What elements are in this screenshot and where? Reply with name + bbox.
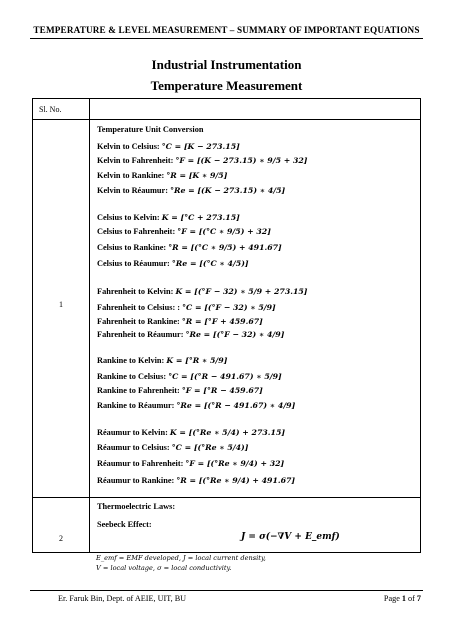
celsius-to-reaumur: Celsius to Réaumur: °Re = [(°C ∗ 4/5)] — [97, 259, 249, 268]
row-1-content — [97, 99, 416, 497]
celsius-to-fahrenheit: Celsius to Fahrenheit: °F = [(°C ∗ 9/5) + 32] — [97, 227, 271, 236]
document-subtitle: Temperature Measurement — [150, 78, 303, 93]
row-1-heading: Temperature Unit Conversion — [97, 125, 204, 134]
footer-author: Er. Faruk Bin, Dept. of AEIE, UIT, BU — [58, 594, 187, 603]
seebeck-note-1: E_emf = EMF developed, J = local current density, — [96, 554, 266, 562]
row-2-number: 2 — [59, 534, 63, 543]
reaumur-to-fahrenheit: Réaumur to Fahrenheit: °F = [(°Re ∗ 9/4) + 32] — [97, 459, 285, 468]
row-2-heading: Thermoelectric Laws: — [97, 502, 176, 511]
rankine-to-celsius: Rankine to Celsius: °C = [(°R − 491.67) ∗ 5/9] — [97, 372, 282, 381]
seebeck-label: Seebeck Effect: — [97, 520, 152, 529]
kelvin-to-rankine: Kelvin to Rankine: °R = [K ∗ 9/5] — [97, 171, 228, 180]
equations-table — [32, 98, 421, 553]
running-header: TEMPERATURE & LEVEL MEASUREMENT – SUMMARY OF IMPORTANT EQUATIONS — [33, 25, 420, 35]
kelvin-to-fahrenheit: Kelvin to Fahrenheit: °F = [(K − 273.15) ∗ 9/5 + 32] — [97, 156, 308, 165]
reaumur-to-celsius: Réaumur to Celsius: °C = [(°Re ∗ 5/4)] — [97, 443, 249, 452]
celsius-to-rankine: Celsius to Rankine: °R = [(°C ∗ 9/5) + 491.67] — [97, 243, 282, 252]
rankine-to-reaumur: Rankine to Réaumur: °Re = [(°R − 491.67) ∗ 4/9] — [97, 401, 296, 410]
fahrenheit-to-rankine: Fahrenheit to Rankine: °R = [°F + 459.67] — [97, 317, 263, 326]
rankine-to-kelvin: Rankine to Kelvin: K = [°R ∗ 5/9] — [97, 356, 228, 365]
seebeck-equation: J = σ(−∇V + E_emf) — [241, 532, 340, 542]
kelvin-to-celsius: Kelvin to Celsius: °C = [K − 273.15] — [97, 142, 240, 151]
fahrenheit-to-celsius: Fahrenheit to Celsius: : °C = [(°F − 32) ∗ 5/9] — [97, 303, 276, 312]
header-rule — [30, 38, 423, 39]
row-2-content — [97, 497, 416, 553]
seebeck-note-2: V = local voltage, σ = local conductivity. — [96, 564, 232, 572]
serial-column-header: Sl. No. — [39, 105, 62, 114]
fahrenheit-to-kelvin: Fahrenheit to Kelvin: K = [(°F − 32) ∗ 5/9 + 273.15] — [97, 287, 308, 296]
celsius-to-kelvin: Celsius to Kelvin: K = [°C + 273.15] — [97, 213, 240, 222]
rankine-to-fahrenheit: Rankine to Fahrenheit: °F = [°R − 459.67] — [97, 386, 263, 395]
page-number: Page 1 of 7 — [383, 594, 421, 603]
reaumur-to-rankine: Réaumur to Rankine: °R = [(°Re ∗ 9/4) + 491.67] — [97, 476, 296, 485]
row-1-number: 1 — [59, 300, 63, 309]
fahrenheit-to-reaumur: Fahrenheit to Réaumur: °Re = [(°F − 32) ∗ 4/9] — [97, 330, 285, 339]
document-title: Industrial Instrumentation — [151, 57, 302, 72]
reaumur-to-kelvin: Réaumur to Kelvin: K = [(°Re ∗ 5/4) + 273.15] — [97, 428, 286, 437]
kelvin-to-reaumur: Kelvin to Réaumur: °Re = [(K − 273.15) ∗ 4/5] — [97, 186, 286, 195]
footer-rule — [30, 590, 423, 591]
